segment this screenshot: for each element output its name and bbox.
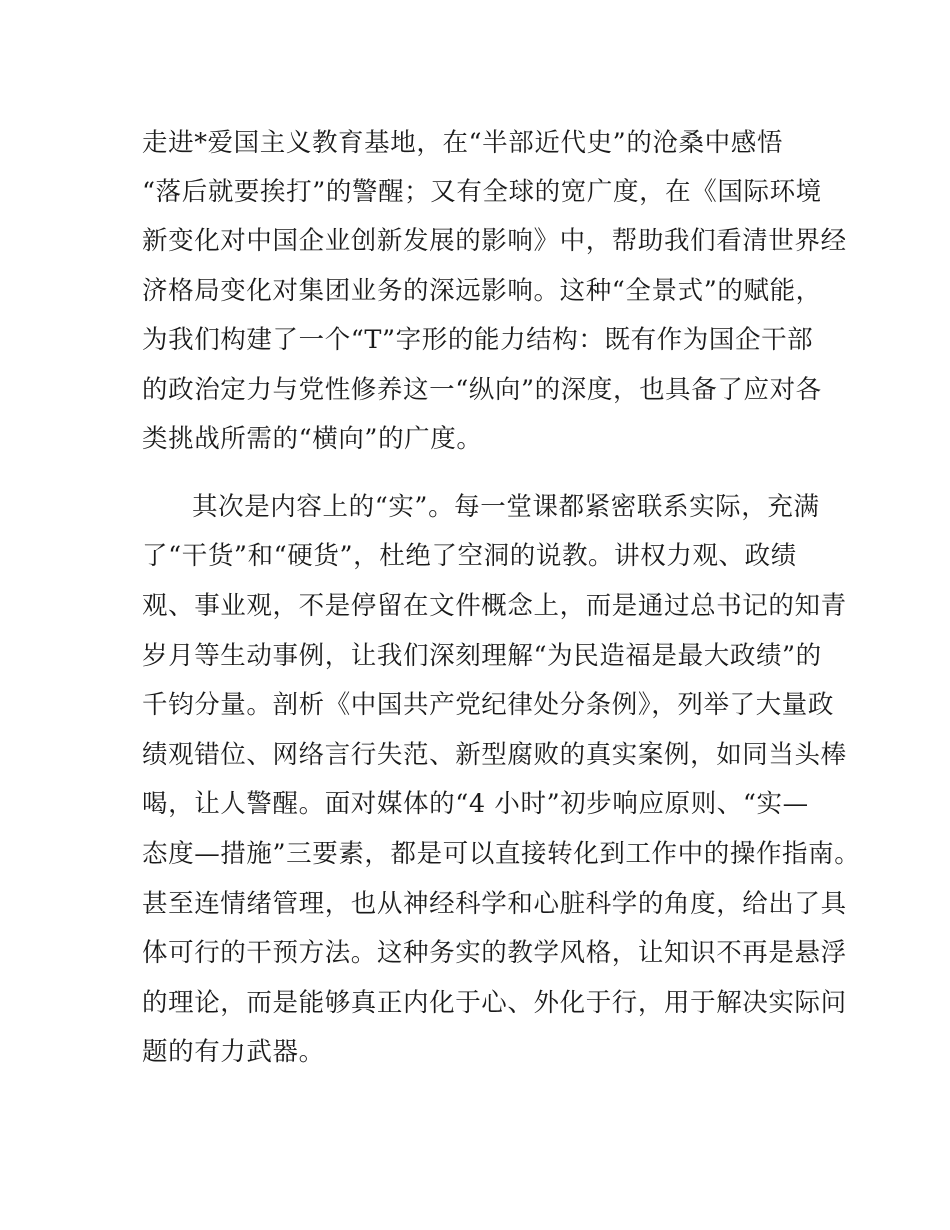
paragraph-2-line-9: 甚至连情绪管理，也从神经科学和心脏科学的角度，给出了具 [142, 889, 847, 919]
paragraph-2-line-2: 了“干货”和“硬货”，杜绝了空洞的说教。讲权力观、政绩 [142, 541, 797, 571]
paragraph-1-line-2: “落后就要挨打”的警醒；又有全球的宽广度，在《国际环境 [142, 177, 822, 207]
paragraph-2-line-8: 态度—措施”三要素，都是可以直接转化到工作中的操作指南。 [142, 839, 861, 869]
paragraph-2-line-1: 其次是内容上的“实”。每一堂课都紧密联系实际，充满 [192, 492, 820, 522]
paragraph-2-line-3: 观、事业观，不是停留在文件概念上，而是通过总书记的知青 [142, 591, 847, 621]
paragraph-1-line-3: 新变化对中国企业创新发展的影响》中，帮助我们看清世界经 [142, 226, 847, 256]
paragraph-2-line-6: 绩观错位、网络言行失范、新型腐败的真实案例，如同当头棒 [142, 740, 847, 770]
paragraph-1-line-1: 走进*爱国主义教育基地，在“半部近代史”的沧桑中感悟 [142, 128, 783, 158]
paragraph-1-line-6: 的政治定力与党性修养这一“纵向”的深度，也具备了应对各 [142, 375, 822, 405]
paragraph-1-line-5: 为我们构建了一个“T”字形的能力结构：既有作为国企干部 [142, 325, 814, 355]
paragraph-1-line-7: 类挑战所需的“横向”的广度。 [142, 424, 483, 454]
paragraph-2-line-10: 体可行的干预方法。这种务实的教学风格，让知识不再是悬浮 [142, 938, 847, 968]
paragraph-2-line-7: 喝，让人警醒。面对媒体的“4 小时”初步响应原则、“实— [142, 789, 809, 819]
paragraph-1-line-4: 济格局变化对集团业务的深远影响。这种“全景式”的赋能， [142, 276, 822, 306]
paragraph-2-line-12: 题的有力武器。 [142, 1037, 325, 1067]
paragraph-2-line-5: 千钧分量。剖析《中国共产党纪律处分条例》，列举了大量政 [142, 690, 834, 720]
paragraph-2-line-11: 的理论，而是能够真正内化于心、外化于行，用于解决实际问 [142, 988, 847, 1018]
paragraph-2-line-4: 岁月等生动事例，让我们深刻理解“为民造福是最大政绩”的 [142, 641, 822, 671]
